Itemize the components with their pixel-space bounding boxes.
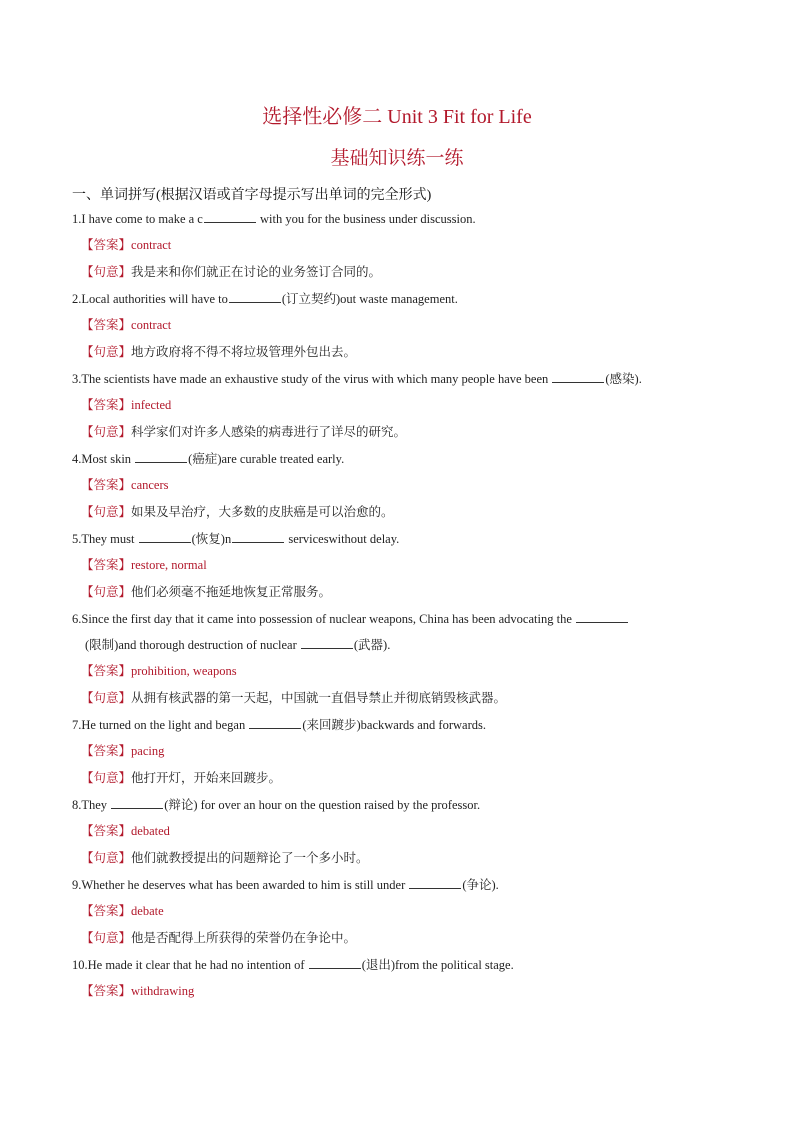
answer-tag: 【答案】	[81, 744, 132, 758]
answer-blank	[232, 530, 284, 543]
answer-line-6	[72, 658, 712, 685]
translation-text: 科学家们对许多人感染的病毒进行了详尽的研究。	[131, 425, 407, 439]
answer-text: infected	[131, 398, 172, 412]
translation-line-5	[72, 579, 712, 606]
translation-text: 他打开灯，开始来回踱步。	[131, 771, 282, 785]
translation-line-3	[72, 419, 712, 446]
answer-blank	[204, 210, 256, 223]
answer-line-3	[72, 392, 712, 419]
answer-tag: 【答案】	[81, 478, 132, 492]
answer-blank	[229, 290, 281, 303]
translation-tag: 【句意】	[81, 931, 132, 945]
question-3: 3.The scientists have made an exhaustive study of the virus with which many people have been (感染).	[72, 372, 642, 386]
answer-text: withdrawing	[131, 984, 195, 998]
answer-tag: 【答案】	[81, 984, 132, 998]
section-heading: 一、单词拼写(根据汉语或首字母提示写出单词的完全形式)	[72, 188, 432, 203]
question-2: 2.Local authorities will have to (订立契约)out waste management.	[72, 292, 458, 306]
answer-tag: 【答案】	[81, 238, 132, 252]
answer-blank	[135, 450, 187, 463]
answer-line-9	[72, 898, 712, 925]
translation-text: 从拥有核武器的第一天起，中国就一直倡导禁止并彻底销毁核武器。	[131, 691, 507, 705]
exercise-list	[72, 206, 712, 1005]
translation-text: 如果及早治疗，大多数的皮肤癌是可以治愈的。	[131, 505, 394, 519]
translation-tag: 【句意】	[81, 771, 132, 785]
answer-tag: 【答案】	[81, 824, 132, 838]
answer-blank	[552, 370, 604, 383]
answer-text: debate	[131, 904, 164, 918]
answer-tag: 【答案】	[81, 558, 132, 572]
translation-text: 地方政府将不得不将垃圾管理外包出去。	[131, 345, 357, 359]
answer-tag: 【答案】	[81, 664, 132, 678]
translation-line-7	[72, 765, 712, 792]
question-9: 9.Whether he deserves what has been awarded to him is still under (争论).	[72, 878, 499, 892]
translation-tag: 【句意】	[81, 851, 132, 865]
answer-blank	[249, 716, 301, 729]
answer-line-2	[72, 312, 712, 339]
translation-line-4	[72, 499, 712, 526]
answer-line-10	[72, 978, 712, 1005]
answer-text: prohibition, weapons	[131, 664, 237, 678]
document-title: 选择性必修二 Unit 3 Fit for Life	[262, 106, 532, 128]
answer-line-4	[72, 472, 712, 499]
translation-line-2	[72, 339, 712, 366]
question-7: 7.He turned on the light and began (来回踱步)backwards and forwards.	[72, 718, 486, 732]
answer-text: contract	[131, 318, 172, 332]
translation-line-8	[72, 845, 712, 872]
translation-line-9	[72, 925, 712, 952]
translation-text: 我是来和你们就正在讨论的业务签订合同的。	[131, 265, 382, 279]
answer-blank	[409, 876, 461, 889]
answer-line-8	[72, 818, 712, 845]
answer-text: pacing	[131, 744, 165, 758]
translation-text: 他们必须毫不拖延地恢复正常服务。	[131, 585, 332, 599]
translation-tag: 【句意】	[81, 505, 132, 519]
answer-line-1	[72, 232, 712, 259]
translation-line-1	[72, 259, 712, 286]
translation-text: 他是否配得上所获得的荣誉仍在争论中。	[131, 931, 357, 945]
answer-blank	[139, 530, 191, 543]
translation-text: 他们就教授提出的问题辩论了一个多小时。	[131, 851, 369, 865]
question-8: 8.They (辩论) for over an hour on the question raised by the professor.	[72, 798, 481, 812]
question-4: 4.Most skin (癌症)are curable treated early.	[72, 452, 345, 466]
translation-line-6	[72, 685, 712, 712]
answer-text: restore, normal	[131, 558, 207, 572]
question-6: 6.Since the first day that it came into possession of nuclear weapons, China has been advocating the	[72, 606, 712, 632]
answer-blank	[301, 636, 353, 649]
answer-tag: 【答案】	[81, 398, 132, 412]
answer-line-5	[72, 552, 712, 579]
translation-tag: 【句意】	[81, 585, 132, 599]
question-1: 1.I have come to make a c with you for the business under discussion.	[72, 212, 476, 226]
question-5: 5.They must (恢复)n serviceswithout delay.	[72, 532, 400, 546]
translation-tag: 【句意】	[81, 345, 132, 359]
answer-blank	[309, 956, 361, 969]
translation-tag: 【句意】	[81, 691, 132, 705]
answer-blank	[111, 796, 163, 809]
translation-tag: 【句意】	[81, 425, 132, 439]
answer-blank	[576, 610, 628, 623]
answer-tag: 【答案】	[81, 318, 132, 332]
translation-tag: 【句意】	[81, 265, 132, 279]
answer-text: contract	[131, 238, 172, 252]
answer-line-7	[72, 738, 712, 765]
answer-tag: 【答案】	[81, 904, 132, 918]
document-subtitle: 基础知识练一练	[330, 148, 464, 169]
question-6-continued: (限制)and thorough destruction of nuclear (武器).	[85, 638, 391, 652]
question-10: 10.He made it clear that he had no intention of (退出)from the political stage.	[72, 958, 514, 972]
answer-text: cancers	[131, 478, 169, 492]
answer-text: debated	[131, 824, 170, 838]
